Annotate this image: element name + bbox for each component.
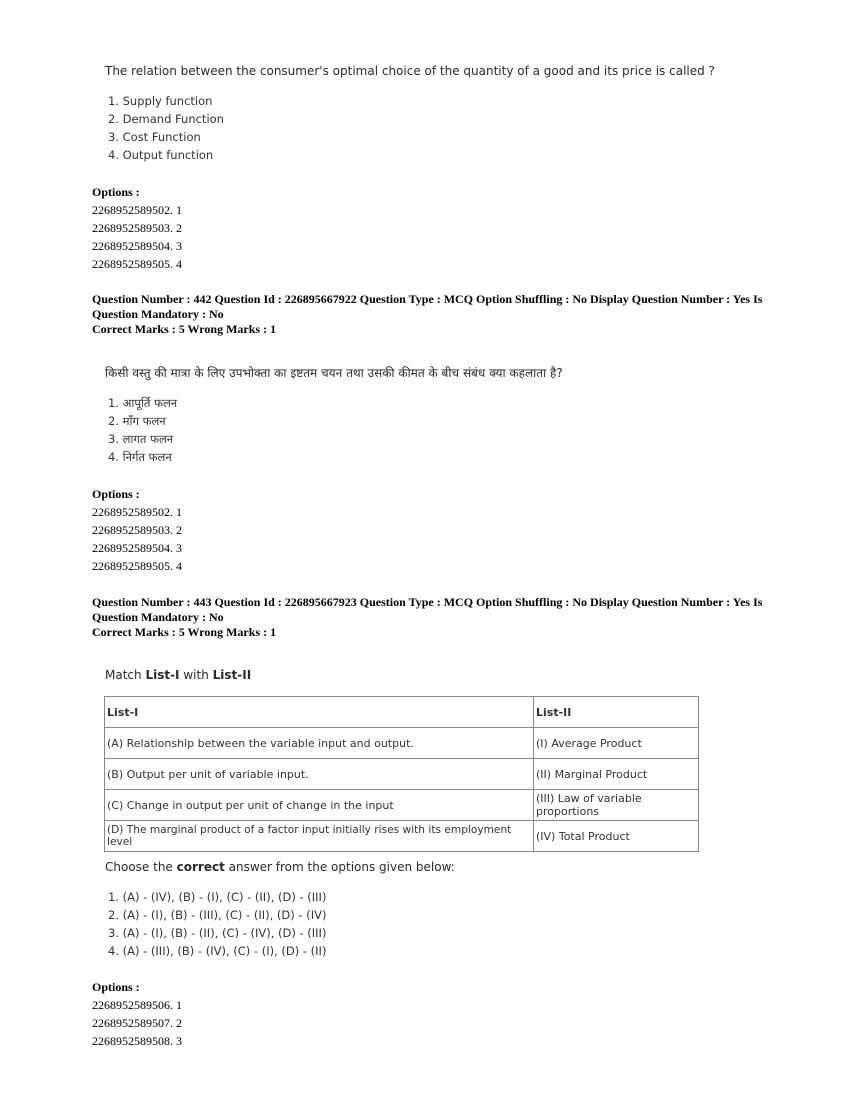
table-cell: (A) Relationship between the variable input and output.: [105, 728, 534, 759]
options-label: Options :: [92, 185, 140, 199]
question-mandatory: Question Mandatory : No: [92, 307, 224, 321]
answer-choice: 1. आपूर्ति फलन: [108, 396, 178, 410]
table-row: [105, 790, 699, 821]
option-id: 2268952589504. 3: [92, 239, 182, 253]
table-cell: (B) Output per unit of variable input.: [105, 759, 534, 790]
options-block: [92, 183, 182, 273]
answer-choice: 2. माँग फलन: [108, 414, 166, 428]
option-id: 2268952589502. 1: [92, 505, 182, 519]
option-id: 2268952589506. 1: [92, 998, 182, 1012]
question-meta-line: Question Number : 443 Question Id : 226895667923 Question Type : MCQ Option Shuffling : No Display Question Number : Yes Is: [92, 595, 763, 609]
table-cell: (IV) Total Product: [534, 821, 699, 852]
options-block: [92, 485, 182, 575]
table-header-list-1: List-I: [105, 697, 534, 728]
answer-choice: 3. लागत फलन: [108, 432, 174, 446]
option-id: 2268952589503. 2: [92, 221, 182, 235]
match-instruction: [105, 668, 251, 682]
match-prefix: Match: [105, 668, 146, 682]
answer-choice: 3. (A) - (I), (B) - (II), (C) - (IV), (D) - (III): [108, 926, 327, 940]
answer-choice: 2. (A) - (I), (B) - (III), (C) - (II), (D) - (IV): [108, 908, 327, 922]
option-id: 2268952589505. 4: [92, 257, 182, 271]
answer-choices: [108, 888, 326, 960]
question-marks: Correct Marks : 5 Wrong Marks : 1: [92, 625, 277, 639]
question-text: किसी वस्तु की मात्रा के लिए उपभोक्ता का इष्टतम चयन तथा उसकी कीमत के बीच संबंध क्या कहलाता है?: [105, 366, 563, 380]
options-label: Options :: [92, 980, 140, 994]
option-id: 2268952589507. 2: [92, 1016, 182, 1030]
answer-choice: 1. Supply function: [108, 94, 213, 108]
question-meta: [92, 595, 762, 640]
choose-prefix: Choose the: [105, 860, 177, 874]
option-id: 2268952589504. 3: [92, 541, 182, 555]
table-row: [105, 821, 699, 852]
table-row: [105, 759, 699, 790]
answer-choice: 3. Cost Function: [108, 130, 201, 144]
option-id: 2268952589503. 2: [92, 523, 182, 537]
option-id: 2268952589502. 1: [92, 203, 182, 217]
answer-choice: 2. Demand Function: [108, 112, 224, 126]
table-header-list-2: List-II: [534, 697, 699, 728]
list-2-label: List-II: [212, 668, 252, 682]
question-meta-line: Question Number : 442 Question Id : 226895667922 Question Type : MCQ Option Shuffling : No Display Question Number : Yes Is: [92, 292, 763, 306]
question-mandatory: Question Mandatory : No: [92, 610, 224, 624]
question-meta: [92, 292, 762, 337]
answer-choice: 4. Output function: [108, 148, 214, 162]
option-id: 2268952589505. 4: [92, 559, 182, 573]
options-block: [92, 978, 182, 1050]
table-header-row: [105, 697, 699, 728]
options-label: Options :: [92, 487, 140, 501]
table-cell: (II) Marginal Product: [534, 759, 699, 790]
table-cell: (I) Average Product: [534, 728, 699, 759]
answer-choices: [108, 92, 224, 164]
question-marks: Correct Marks : 5 Wrong Marks : 1: [92, 322, 277, 336]
answer-choice: 4. (A) - (III), (B) - (IV), (C) - (I), (D) - (II): [108, 944, 327, 958]
answer-choice: 1. (A) - (IV), (B) - (I), (C) - (II), (D) - (III): [108, 890, 327, 904]
choose-instruction: [105, 860, 455, 874]
match-table: [104, 696, 699, 852]
choose-emphasis: correct: [176, 860, 225, 874]
option-id: 2268952589508. 3: [92, 1034, 182, 1048]
answer-choices: [108, 394, 177, 466]
table-row: [105, 728, 699, 759]
table-cell: (C) Change in output per unit of change in the input: [105, 790, 534, 821]
list-1-label: List-I: [145, 668, 180, 682]
table-cell: (III) Law of variable proportions: [534, 790, 699, 821]
match-with: with: [179, 668, 213, 682]
table-cell: (D) The marginal product of a factor input initially rises with its employment level: [105, 821, 534, 852]
answer-choice: 4. निर्गत फलन: [108, 450, 172, 464]
choose-suffix: answer from the options given below:: [224, 860, 455, 874]
question-text: The relation between the consumer's optimal choice of the quantity of a good and its price is called ?: [105, 64, 715, 78]
